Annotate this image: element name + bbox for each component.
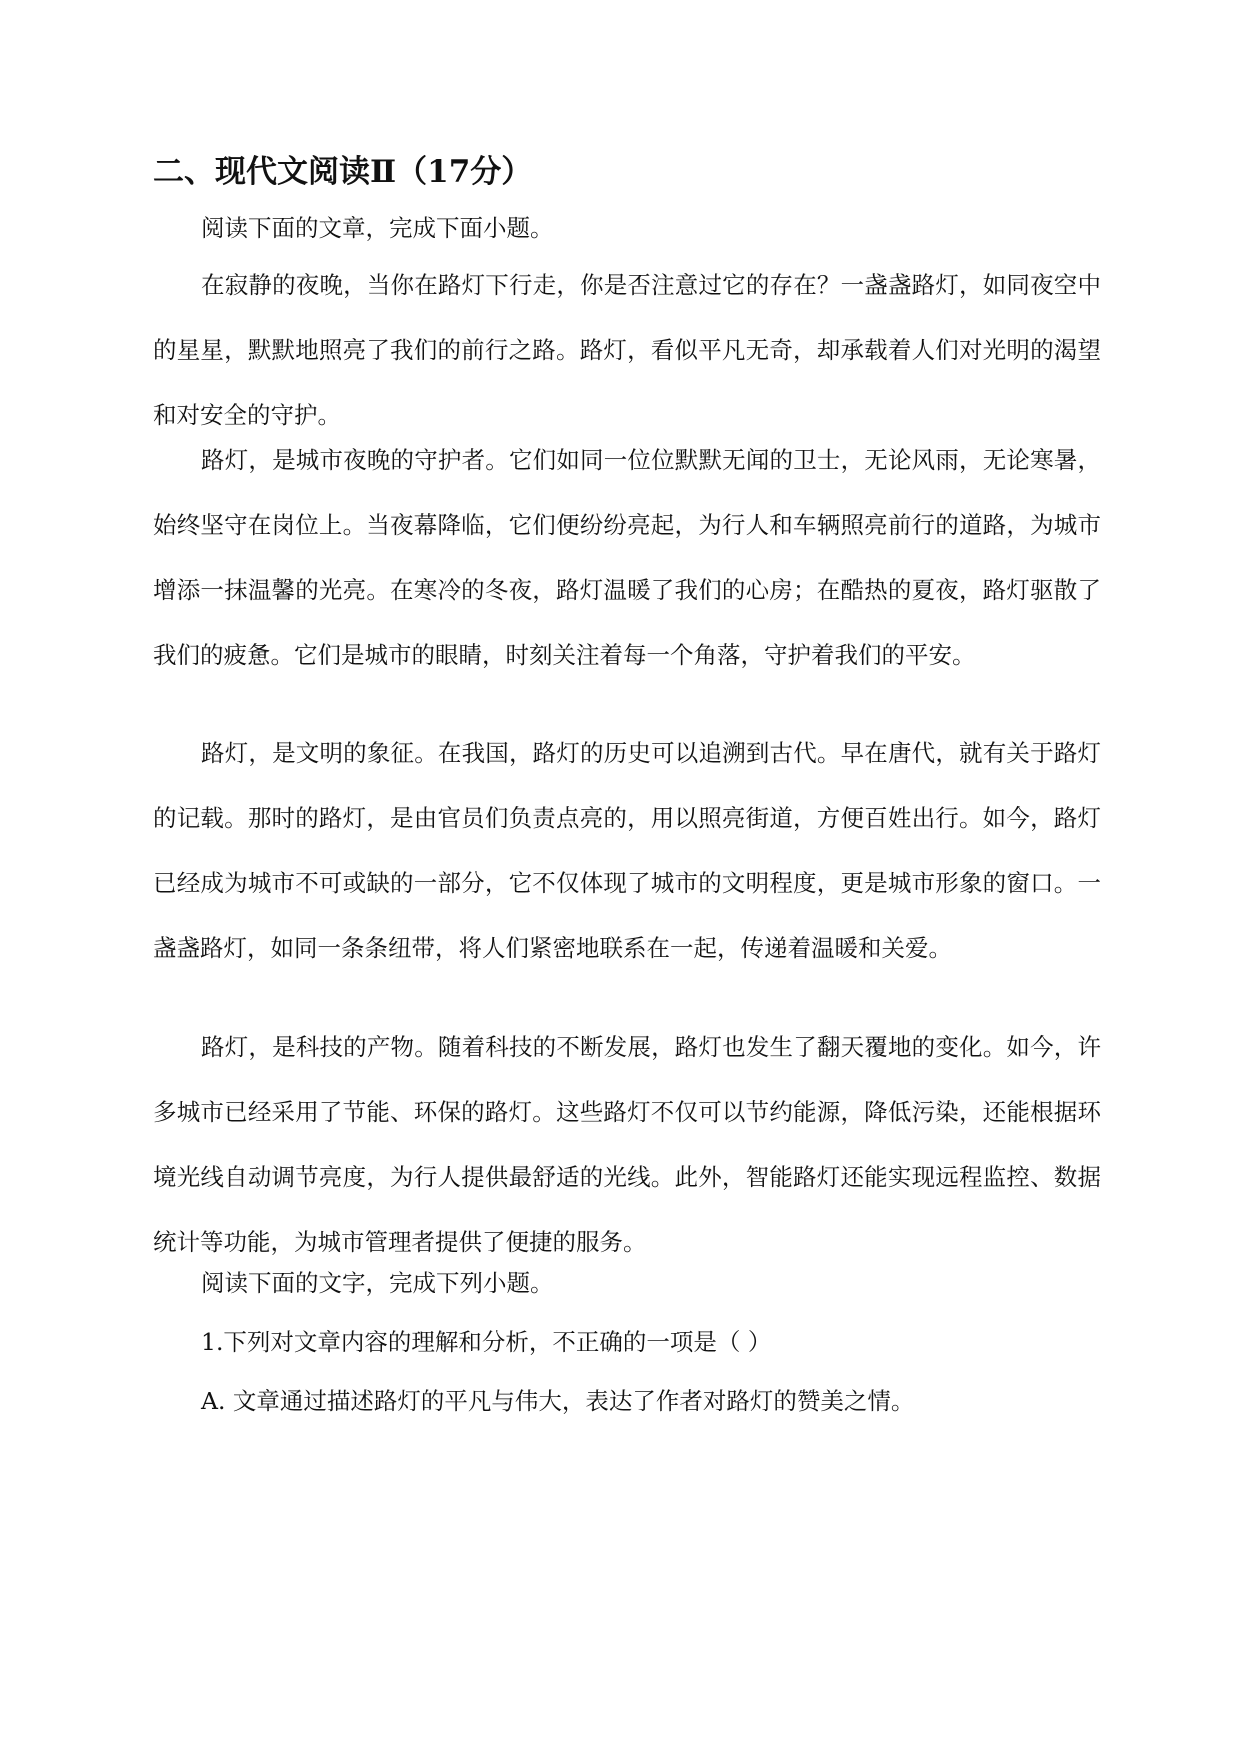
paragraph-3: 路灯，是文明的象征。在我国，路灯的历史可以追溯到古代。早在唐代，就有关于路灯的记载。那时的路灯，是由官员们负责点亮的，用以照亮街道，方便百姓出行。如今，路灯已经成为城市不可或缺的一部分，它不仅体现了城市的文明程度，更是城市形象的窗口。一盏盏路灯，如同一条条纽带，将人们紧密地联系在一起，传递着温暖和关爱。 [153, 739, 1101, 962]
section-title: 二、现代文阅读Ⅱ（17分） [153, 154, 533, 190]
paragraph-2: 路灯，是城市夜晚的守护者。它们如同一位位默默无闻的卫士，无论风雨，无论寒暑，始终坚守在岗位上。当夜幕降临，它们便纷纷亮起，为行人和车辆照亮前行的道路，为城市增添一抹温馨的光亮。在寒冷的冬夜，路灯温暖了我们的心房；在酷热的夏夜，路灯驱散了我们的疲惫。它们是城市的眼睛，时刻关注着每一个角落，守护着我们的平安。 [153, 446, 1101, 669]
question-stem: 1.下列对文章内容的理解和分析，不正确的一项是（ ） [201, 1328, 772, 1356]
reading-instruction: 阅读下面的文章，完成下面小题。 [201, 214, 554, 242]
questions-instruction: 阅读下面的文字，完成下列小题。 [201, 1269, 554, 1297]
paragraph-1: 在寂静的夜晚，当你在路灯下行走，你是否注意过它的存在？一盏盏路灯，如同夜空中的星星，默默地照亮了我们的前行之路。路灯，看似平凡无奇，却承载着人们对光明的渴望和对安全的守护。 [153, 271, 1101, 429]
paragraph-4: 路灯，是科技的产物。随着科技的不断发展，路灯也发生了翻天覆地的变化。如今，许多城市已经采用了节能、环保的路灯。这些路灯不仅可以节约能源，降低污染，还能根据环境光线自动调节亮度，为行人提供最舒适的光线。此外，智能路灯还能实现远程监控、数据统计等功能，为城市管理者提供了便捷的服务。 [153, 1033, 1101, 1256]
question-option-a: A. 文章通过描述路灯的平凡与伟大，表达了作者对路灯的赞美之情。 [201, 1387, 915, 1415]
